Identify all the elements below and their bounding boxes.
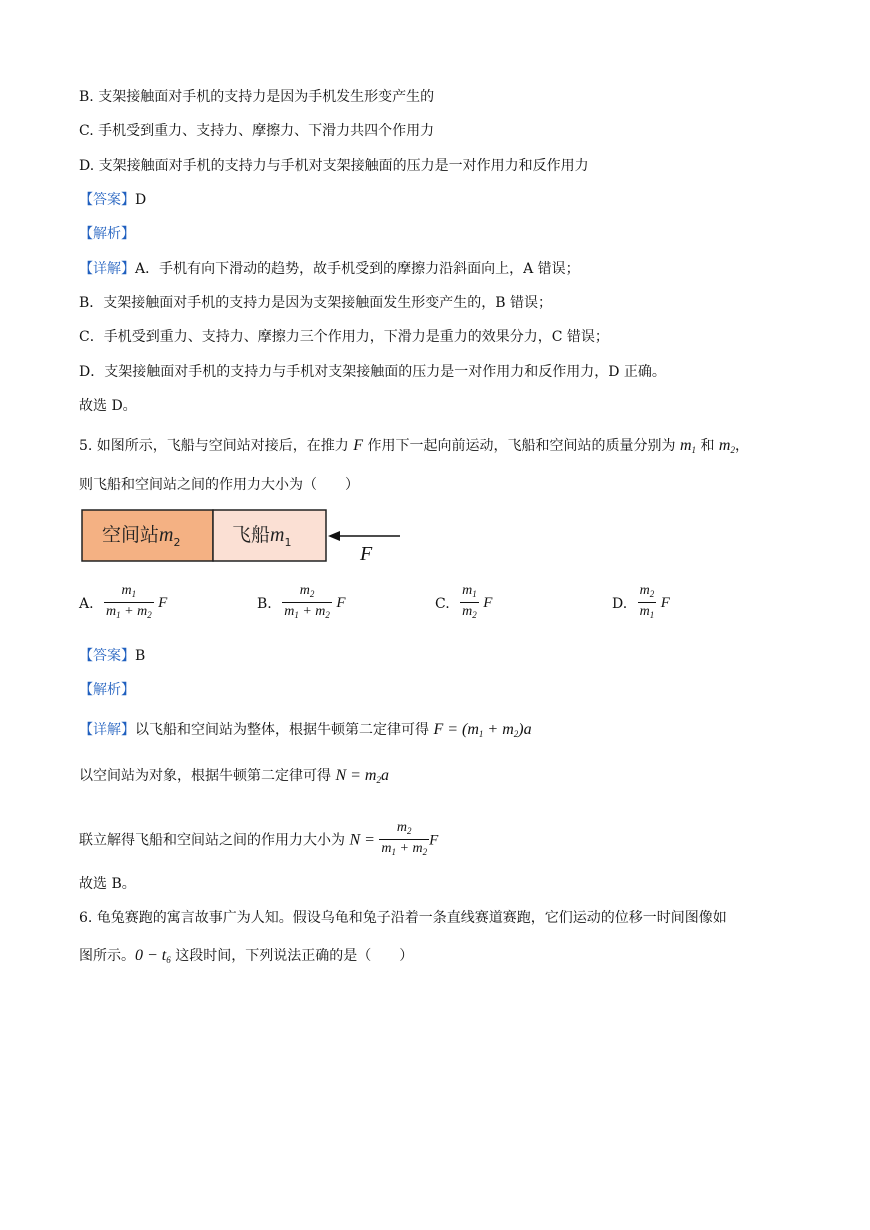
option-a: A. $\frac{m_1}{m_1 + m_2}$ F: [79, 583, 167, 624]
option-b-fraction: $\frac{m_2}{m_1 + m_2}$: [282, 583, 332, 624]
answer-line: [79, 190, 146, 210]
q5-detail-2: [79, 766, 389, 790]
mass-symbol: $m_2$: [718, 437, 735, 455]
equation-1: $F = (m_1 + m_2)a$: [433, 721, 532, 739]
arrow-head: [328, 531, 340, 541]
q5-detail-1: [79, 720, 532, 744]
option-d: D. $\frac{m_2}{m_1}$ F: [612, 583, 670, 624]
option-d-text: D. 支架接触面对手机的支持力与手机对支架接触面的压力是一对作用力和反作用力: [79, 158, 589, 174]
ship-label: 飞船$m_1$: [232, 524, 292, 549]
option-b-text: B. 支架接触面对手机的支持力是因为手机发生形变产生的: [79, 89, 435, 105]
detail-c: C．手机受到重力、支持力、摩擦力三个作用力，下滑力是重力的效果分力，C 错误；: [79, 329, 609, 345]
option-d-fraction: $\frac{m_2}{m_1}$: [638, 583, 657, 624]
q5-answer-line: [79, 646, 145, 666]
q5-stem-part1: 5. 如图所示，飞船与空间站对接后，在推力: [79, 438, 349, 454]
detail-tag: 【详解】: [79, 261, 135, 277]
q5-stem-part2: 作用下一起向前运动，飞船和空间站的质量分别为: [367, 438, 676, 454]
time-range: $0 - t_6$: [135, 947, 171, 965]
option-c-label: C.: [435, 595, 450, 612]
detail-d: D．支架接触面对手机的支持力与手机对支架接触面的压力是一对作用力和反作用力，D 正确。: [79, 364, 666, 380]
detail-a: [79, 259, 580, 279]
force-label: F: [360, 543, 373, 565]
option-d-label: D.: [612, 595, 628, 612]
answer-value: B: [135, 648, 146, 664]
detail-1-text: 以飞船和空间站为整体，根据牛顿第二定律可得: [135, 722, 429, 738]
detail-tag: 【详解】: [79, 722, 135, 738]
analysis-tag: 【解析】: [79, 226, 135, 242]
q5-conclusion: 故选 B。: [79, 876, 136, 892]
and-text: 和: [700, 438, 715, 454]
q5-detail-3: 联立解得飞船和空间站之间的作用力大小为 N = $\frac{m_2}{m_1 + m_2}$ F: [79, 820, 438, 861]
option-b: B. $\frac{m_2}{m_1 + m_2}$ F: [257, 583, 346, 624]
option-c: C. $\frac{m_1}{m_2}$ F: [435, 583, 492, 624]
answer-value: D: [135, 192, 147, 208]
force-symbol: F: [353, 437, 364, 454]
q6-line1: 6. 龟兔赛跑的寓言故事广为人知。假设乌龟和兔子沿着一条直线赛道赛跑，它们运动的位移一时间图像如: [79, 910, 727, 926]
station-label: 空间站$m_2$: [102, 524, 181, 549]
answer-tag: 【答案】: [79, 192, 135, 208]
option-a-fraction: $\frac{m_1}{m_1 + m_2}$: [104, 583, 154, 624]
option-c-text: C. 手机受到重力、支持力、摩擦力、下滑力共四个作用力: [79, 123, 435, 139]
detail-2-text: 以空间站为对象，根据牛顿第二定律可得: [79, 768, 331, 784]
q5-stem-line1: 5. 如图所示，飞船与空间站对接后，在推力 F 作用下一起向前运动，飞船和空间站的质量分别为 $m_1$ 和 $m_2$，: [79, 437, 749, 455]
answer-tag: 【答案】: [79, 648, 135, 664]
detail-b: B．支架接触面对手机的支持力是因为支架接触面发生形变产生的，B 错误；: [79, 295, 553, 311]
equation-3: N =: [349, 831, 375, 849]
q6-line2: [79, 946, 413, 970]
equation-2: $N = m_2a$: [335, 767, 389, 785]
option-c-fraction: $\frac{m_1}{m_2}$: [460, 583, 479, 624]
q6-line2-suffix: 这段时间，下列说法正确的是（ ）: [170, 948, 414, 964]
conclusion: 故选 D。: [79, 398, 137, 414]
mass-symbol: $m_1$: [679, 437, 697, 455]
q5-analysis-tag: 【解析】: [79, 682, 135, 698]
detail-3-text: 联立解得飞船和空间站之间的作用力大小为: [79, 832, 345, 849]
detail-a-text: A．手机有向下滑动的趋势，故手机受到的摩擦力沿斜面向上，A 错误；: [135, 261, 580, 277]
q6-line2-prefix: 图所示。: [79, 948, 135, 964]
option-b-label: B.: [257, 595, 272, 612]
option-a-label: A.: [79, 595, 94, 612]
q5-figure: [80, 508, 410, 568]
equation-3-fraction: $\frac{m_2}{m_1 + m_2}$: [379, 820, 429, 861]
q5-stem-line2: 则飞船和空间站之间的作用力大小为（ ）: [79, 477, 359, 493]
